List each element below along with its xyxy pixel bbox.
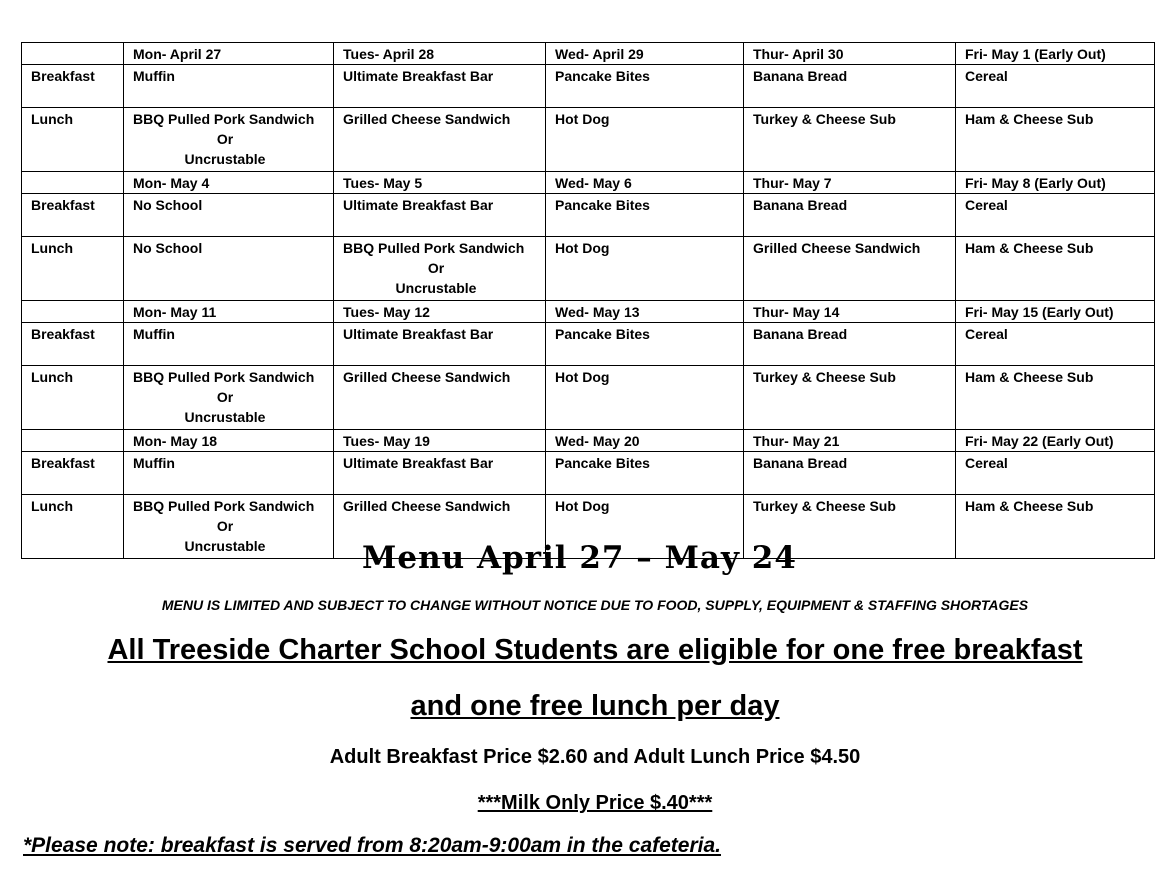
lunch-item-line: Grilled Cheese Sandwich: [343, 369, 511, 385]
eligibility-line-2: and one free lunch per day: [410, 690, 780, 722]
lunch-item-line: Turkey & Cheese Sub: [753, 111, 896, 127]
blank-cell: [22, 172, 124, 194]
lunch-item-cell: [546, 366, 744, 430]
lunch-item-line: Uncrustable: [395, 280, 477, 296]
lunch-item-cell: [546, 237, 744, 301]
day-header-cell: Fri- May 22 (Early Out): [956, 430, 1155, 452]
meal-label-breakfast: Breakfast: [22, 194, 124, 237]
breakfast-row: [22, 323, 1155, 366]
day-header-cell: Wed- April 29: [546, 43, 744, 65]
lunch-item-cell: [124, 108, 334, 172]
day-header-cell: Wed- May 13: [546, 301, 744, 323]
menu-table: [21, 42, 1155, 559]
week-header-row: [22, 430, 1155, 452]
breakfast-item-cell: Cereal: [956, 323, 1155, 366]
week-header-row: [22, 301, 1155, 323]
lunch-item-line: Hot Dog: [555, 111, 610, 127]
week-header-row: [22, 43, 1155, 65]
meal-label-lunch: Lunch: [22, 366, 124, 430]
breakfast-item-cell: Pancake Bites: [546, 323, 744, 366]
lunch-item-cell: [334, 366, 546, 430]
day-header-cell: Mon- April 27: [124, 43, 334, 65]
day-header-cell: Tues- April 28: [334, 43, 546, 65]
breakfast-item-cell: Cereal: [956, 452, 1155, 495]
lunch-item-line: Grilled Cheese Sandwich: [343, 111, 511, 127]
lunch-item-cell: [744, 366, 956, 430]
lunch-item-line: BBQ Pulled Pork Sandwich: [133, 369, 315, 385]
breakfast-item-cell: Pancake Bites: [546, 194, 744, 237]
change-notice: MENU IS LIMITED AND SUBJECT TO CHANGE WITHOUT NOTICE DUE TO FOOD, SUPPLY, EQUIPMENT & STAFFING SHORTAGES: [161, 597, 1029, 613]
breakfast-item-cell: Pancake Bites: [546, 65, 744, 108]
lunch-row: [22, 108, 1155, 172]
lunch-item-line: BBQ Pulled Pork Sandwich: [133, 111, 315, 127]
adult-prices: Adult Breakfast Price $2.60 and Adult Lunch Price $4.50: [329, 746, 861, 768]
day-header-cell: Wed- May 20: [546, 430, 744, 452]
meal-label-breakfast: Breakfast: [22, 323, 124, 366]
breakfast-item-cell: Muffin: [124, 452, 334, 495]
meal-label-lunch: Lunch: [22, 495, 124, 559]
day-header-cell: Fri- May 15 (Early Out): [956, 301, 1155, 323]
menu-title: Menu April 27 – May 24: [362, 540, 797, 576]
lunch-item-line: Or: [216, 389, 234, 405]
lunch-item-line: Grilled Cheese Sandwich: [753, 240, 921, 256]
breakfast-time-note: *Please note: breakfast is served from 8:20am-9:00am in the cafeteria.: [23, 834, 721, 857]
day-header-cell: Tues- May 12: [334, 301, 546, 323]
day-header-cell: Fri- May 1 (Early Out): [956, 43, 1155, 65]
breakfast-item-cell: Muffin: [124, 65, 334, 108]
lunch-item-line: Turkey & Cheese Sub: [753, 498, 896, 514]
lunch-item-cell: [956, 108, 1155, 172]
lunch-item-cell: [956, 366, 1155, 430]
breakfast-item-cell: Muffin: [124, 323, 334, 366]
lunch-item-line: Ham & Cheese Sub: [965, 498, 1094, 514]
meal-label-breakfast: Breakfast: [22, 452, 124, 495]
lunch-item-cell: [334, 237, 546, 301]
day-header-cell: Fri- May 8 (Early Out): [956, 172, 1155, 194]
lunch-row: [22, 237, 1155, 301]
blank-cell: [22, 301, 124, 323]
lunch-item-line: Hot Dog: [555, 498, 610, 514]
breakfast-item-cell: Banana Bread: [744, 323, 956, 366]
breakfast-item-cell: Pancake Bites: [546, 452, 744, 495]
day-header-cell: Tues- May 19: [334, 430, 546, 452]
meal-label-lunch: Lunch: [22, 108, 124, 172]
meal-label-breakfast: Breakfast: [22, 65, 124, 108]
day-header-cell: Thur- April 30: [744, 43, 956, 65]
lunch-item-line: Hot Dog: [555, 369, 610, 385]
lunch-item-line: Uncrustable: [184, 409, 266, 425]
breakfast-item-cell: Banana Bread: [744, 194, 956, 237]
breakfast-item-cell: Cereal: [956, 65, 1155, 108]
lunch-item-line: BBQ Pulled Pork Sandwich: [133, 498, 315, 514]
day-header-cell: Thur- May 7: [744, 172, 956, 194]
day-header-cell: Mon- May 11: [124, 301, 334, 323]
eligibility-line-1: All Treeside Charter School Students are eligible for one free breakfast: [107, 634, 1083, 666]
lunch-item-cell: [744, 108, 956, 172]
lunch-item-line: Grilled Cheese Sandwich: [343, 498, 511, 514]
breakfast-item-cell: No School: [124, 194, 334, 237]
breakfast-item-cell: Banana Bread: [744, 65, 956, 108]
breakfast-item-cell: Banana Bread: [744, 452, 956, 495]
lunch-item-line: Turkey & Cheese Sub: [753, 369, 896, 385]
lunch-item-line: Hot Dog: [555, 240, 610, 256]
breakfast-row: [22, 194, 1155, 237]
day-header-cell: Wed- May 6: [546, 172, 744, 194]
week-header-row: [22, 172, 1155, 194]
lunch-item-line: Or: [427, 260, 445, 276]
blank-cell: [22, 43, 124, 65]
day-header-cell: Tues- May 5: [334, 172, 546, 194]
breakfast-item-cell: Ultimate Breakfast Bar: [334, 65, 546, 108]
lunch-item-cell: [124, 366, 334, 430]
breakfast-item-cell: Cereal: [956, 194, 1155, 237]
lunch-item-line: Uncrustable: [184, 538, 266, 554]
lunch-item-cell: [956, 237, 1155, 301]
milk-price: ***Milk Only Price $.40***: [477, 792, 713, 814]
lunch-row: [22, 366, 1155, 430]
lunch-item-line: No School: [133, 240, 203, 256]
lunch-item-line: Ham & Cheese Sub: [965, 240, 1094, 256]
lunch-item-line: Uncrustable: [184, 151, 266, 167]
day-header-cell: Thur- May 14: [744, 301, 956, 323]
blank-cell: [22, 430, 124, 452]
breakfast-item-cell: Ultimate Breakfast Bar: [334, 452, 546, 495]
breakfast-item-cell: Ultimate Breakfast Bar: [334, 323, 546, 366]
lunch-item-cell: [546, 108, 744, 172]
lunch-item-cell: [334, 108, 546, 172]
breakfast-row: [22, 452, 1155, 495]
day-header-cell: Mon- May 4: [124, 172, 334, 194]
lunch-item-line: Ham & Cheese Sub: [965, 369, 1094, 385]
lunch-item-line: Or: [216, 131, 234, 147]
lunch-item-line: Ham & Cheese Sub: [965, 111, 1094, 127]
lunch-item-cell: [124, 237, 334, 301]
breakfast-item-cell: Ultimate Breakfast Bar: [334, 194, 546, 237]
day-header-cell: Mon- May 18: [124, 430, 334, 452]
lunch-item-line: BBQ Pulled Pork Sandwich: [343, 240, 525, 256]
meal-label-lunch: Lunch: [22, 237, 124, 301]
breakfast-row: [22, 65, 1155, 108]
day-header-cell: Thur- May 21: [744, 430, 956, 452]
lunch-item-line: Or: [216, 518, 234, 534]
lunch-item-cell: [744, 237, 956, 301]
